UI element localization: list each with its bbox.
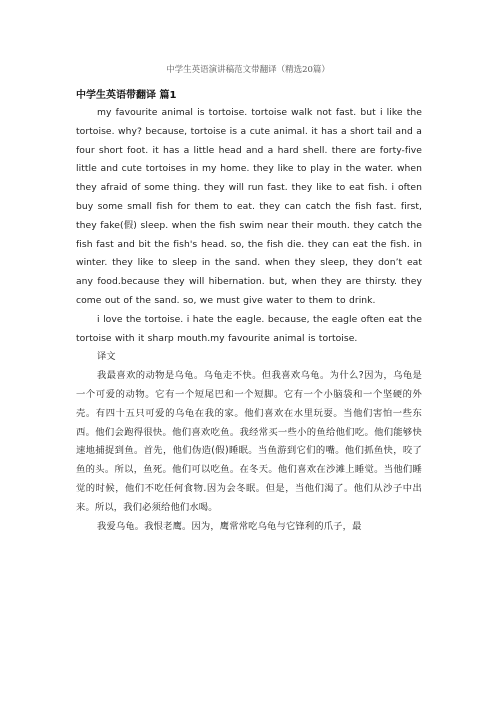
english-paragraph-1: my favourite animal is tortoise. tortoise walk not fast. but i like the tortoise. why? because, tortoise is a cute animal. it has a short tail and a four short foot. it has a little head and a hard shell. there are forty-five little and cute tortoises in my home. they like to play in the water. when they afraid of some thing. they will run fast. they like to eat fish. i often buy some small fish for them to eat. they can catch the fish fast. first, they fake(假) sleep. when the fish swim near their mouth. they catch the fish fast and bit the fish's head. so, the fish die. they can eat the fish. in winter. they like to sleep in the sand. when they sleep, they don’t eat any food.because they will hibernation. but, when they are thirsty. they come out of the sand. so, we must give water to them to drink.	[76, 107, 422, 306]
document-header: 中学生英语演讲稿范文带翻译（精选20篇）	[166, 65, 330, 75]
translation-label: 译文	[97, 351, 116, 363]
document-body	[76, 88, 422, 536]
section-title: 中学生英语带翻译 篇1	[76, 90, 177, 101]
chinese-paragraph-2: 我爱乌龟。我恨老鹰。因为，鹰常常吃乌龟与它锋利的爪子，最	[97, 520, 362, 532]
chinese-paragraph-1: 我最喜欢的动物是乌龟。乌龟走不快。但我喜欢乌龟。为什么?因为，乌龟是一个可爱的动物。它有一个短尾巴和一个短脚。它有一个小脑袋和一个坚硬的外壳。有四十五只可爱的乌龟在我的家。他们喜欢在水里玩耍。当他们害怕一些东西。他们会跑得很快。他们喜欢吃鱼。我经常买一些小的鱼给他们吃。他们能够快速地捕捉到鱼。首先，他们伪造(假)睡眠。当鱼游到它们的嘴。他们抓鱼快，咬了鱼的头。所以，鱼死。他们可以吃鱼。在冬天。他们喜欢在沙滩上睡觉。当他们睡觉的时候，他们不吃任何食物.因为会冬眠。但是，当他们渴了。他们从沙子中出来。所以，我们必须给他们水喝。	[76, 370, 422, 513]
english-paragraph-2: i love the tortoise. i hate the eagle. because, the eagle often eat the tortoise with it sharp mouth.my favourite animal is tortoise.	[76, 313, 422, 344]
